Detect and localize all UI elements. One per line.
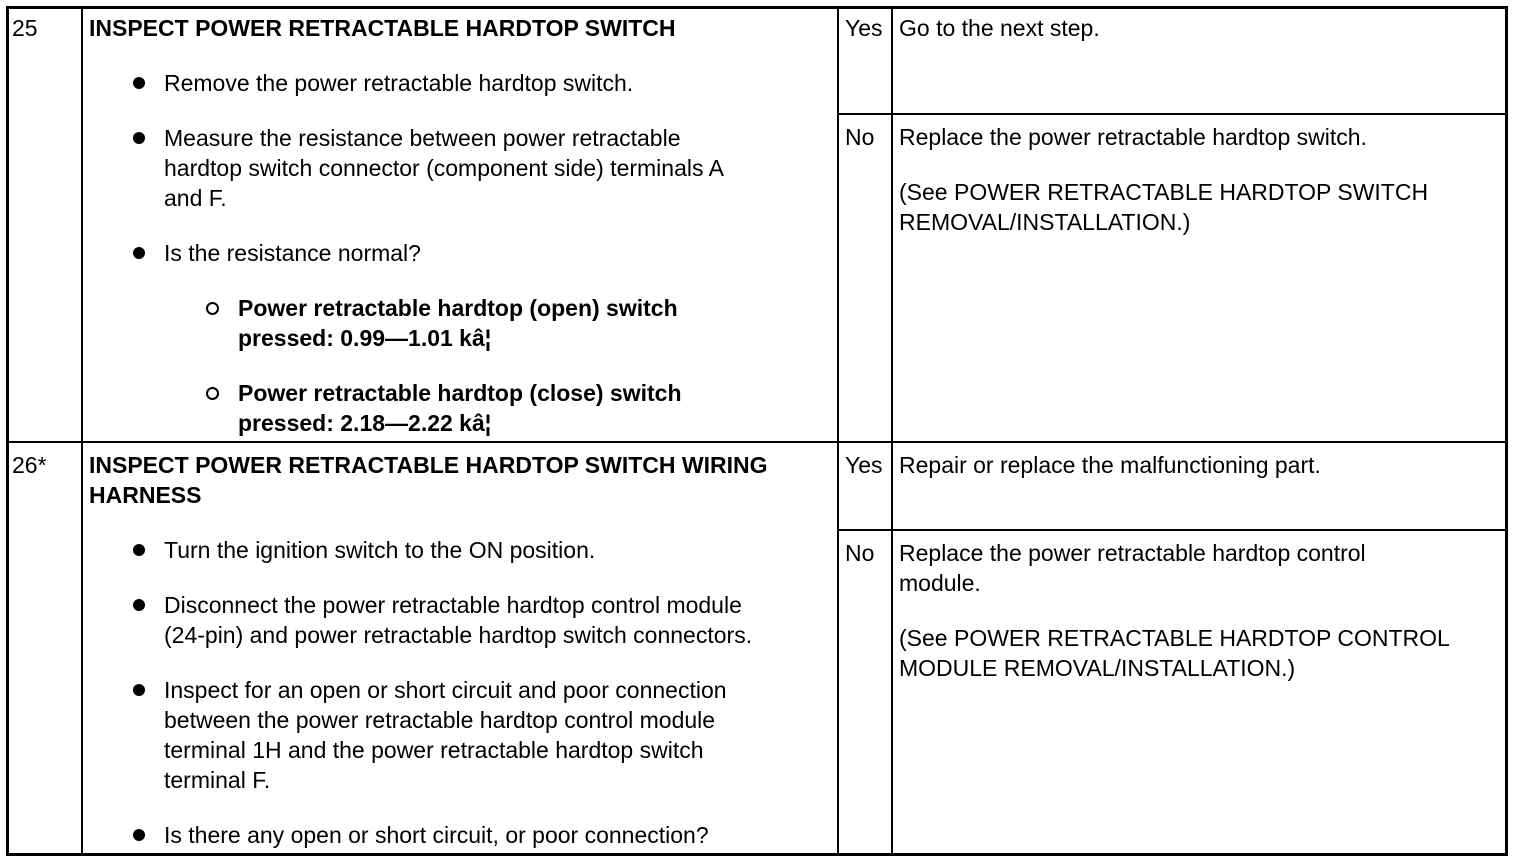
yes-label: Yes: [845, 452, 883, 478]
sub-bullet-icon: [206, 387, 219, 400]
no-action: Replace the power retractable hardtop control: [899, 540, 1366, 566]
yes-action: Repair or replace the malfunctioning part.: [899, 452, 1321, 478]
column-divider-result: [891, 6, 893, 856]
bullet-text: Remove the power retractable hardtop switch.: [164, 70, 634, 96]
bullet-icon: [133, 684, 145, 696]
bullet-text: Inspect for an open or short circuit and poor connection: [164, 677, 727, 703]
no-reference: (See POWER RETRACTABLE HARDTOP CONTROL: [899, 625, 1450, 651]
column-divider-number: [81, 6, 83, 856]
bullet-text: Turn the ignition switch to the ON position.: [164, 537, 596, 563]
yes-label: Yes: [845, 15, 883, 41]
bullet-icon: [133, 544, 145, 556]
column-divider-action: [837, 6, 839, 856]
bullet-text: hardtop switch connector (component side) terminals A: [164, 155, 724, 181]
bullet-icon: [133, 132, 145, 144]
spec-text: pressed: 2.18—2.22 kâ¦: [238, 410, 492, 436]
step-title: INSPECT POWER RETRACTABLE HARDTOP SWITCH: [89, 15, 676, 41]
row-divider-step25-yes-no: [837, 113, 1508, 115]
bullet-text: terminal F.: [164, 767, 271, 793]
bullet-text: and F.: [164, 185, 227, 211]
spec-text: Power retractable hardtop (close) switch: [238, 380, 682, 406]
no-reference: (See POWER RETRACTABLE HARDTOP SWITCH: [899, 179, 1429, 205]
table-border-bottom: [6, 853, 1508, 856]
no-action: module.: [899, 570, 981, 596]
bullet-text: (24-pin) and power retractable hardtop switch connectors.: [164, 622, 753, 648]
spec-text: pressed: 0.99—1.01 kâ¦: [238, 325, 492, 351]
table-border-top: [6, 6, 1508, 9]
bullet-icon: [133, 829, 145, 841]
no-action: Replace the power retractable hardtop switch.: [899, 124, 1367, 150]
row-divider-steps: [6, 441, 1508, 443]
bullet-text: Disconnect the power retractable hardtop control module: [164, 592, 742, 618]
bullet-text: terminal 1H and the power retractable hardtop switch: [164, 737, 704, 763]
step-title: HARNESS: [89, 482, 202, 508]
sub-bullet-icon: [206, 302, 219, 315]
bullet-text: Is there any open or short circuit, or poor connection?: [164, 822, 709, 848]
yes-action: Go to the next step.: [899, 15, 1100, 41]
bullet-icon: [133, 247, 145, 259]
step-number: 26*: [12, 452, 47, 478]
no-reference: REMOVAL/INSTALLATION.): [899, 209, 1191, 235]
no-label: No: [845, 124, 875, 150]
step-number: 25: [12, 15, 38, 41]
table-border-right: [1505, 6, 1508, 856]
no-label: No: [845, 540, 875, 566]
bullet-icon: [133, 599, 145, 611]
spec-text: Power retractable hardtop (open) switch: [238, 295, 678, 321]
bullet-text: Is the resistance normal?: [164, 240, 421, 266]
row-divider-step26-yes-no: [837, 529, 1508, 531]
table-border-left: [6, 6, 9, 856]
no-reference: MODULE REMOVAL/INSTALLATION.): [899, 655, 1296, 681]
bullet-icon: [133, 77, 145, 89]
bullet-text: between the power retractable hardtop control module: [164, 707, 716, 733]
step-title: INSPECT POWER RETRACTABLE HARDTOP SWITCH WIRING: [89, 452, 768, 478]
bullet-text: Measure the resistance between power retractable: [164, 125, 681, 151]
